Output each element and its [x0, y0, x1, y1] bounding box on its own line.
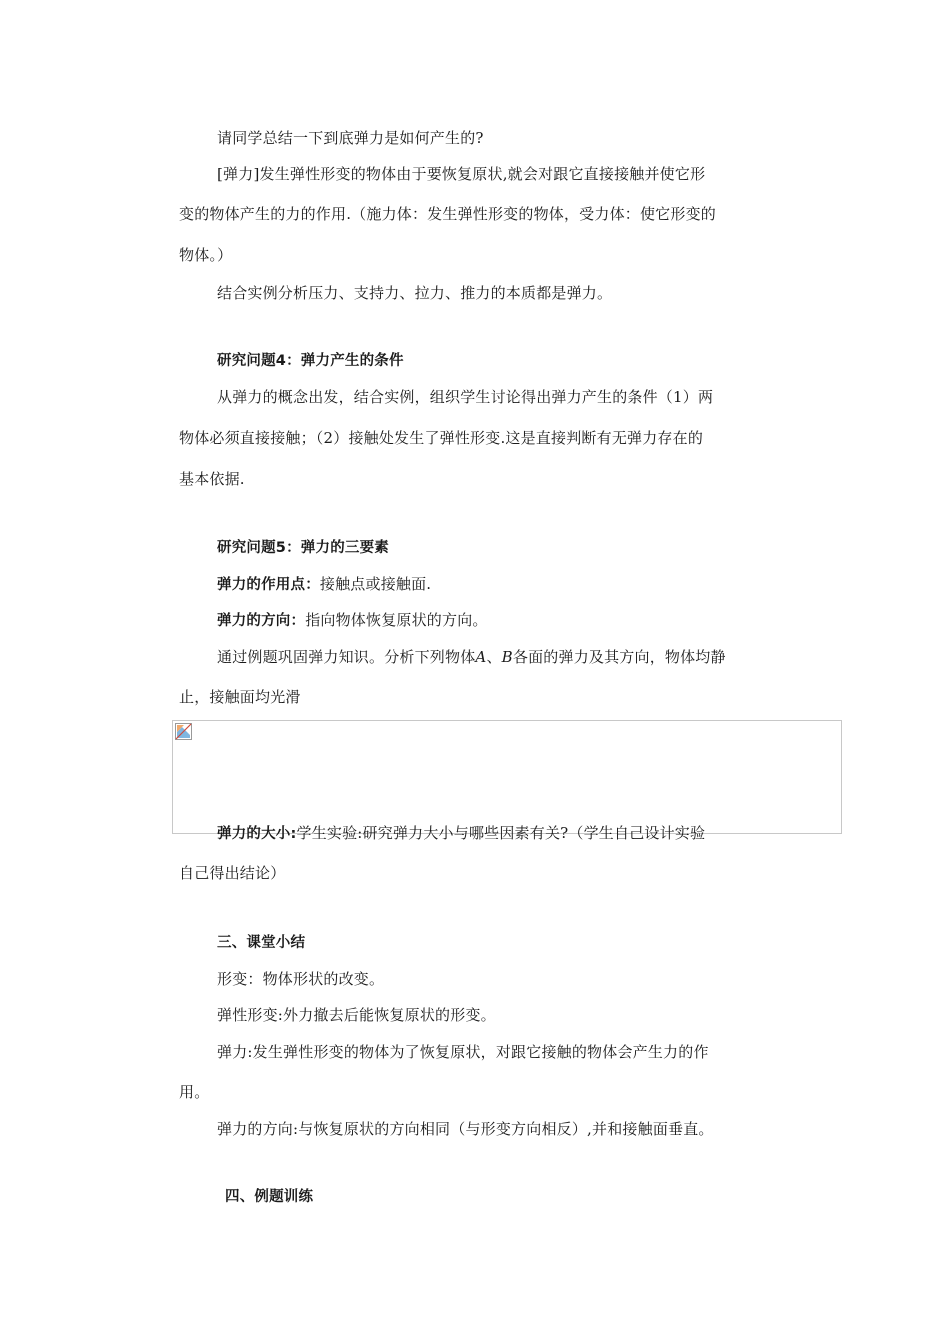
figure-placeholder	[172, 720, 842, 834]
q5-heading: 研究问题5：弹力的三要素	[217, 540, 389, 556]
q5-size-label: 弹力的大小:	[217, 826, 297, 842]
q5-point	[217, 574, 431, 595]
q4-line2: 物体必须直接接触；（2）接触处发生了弹性形变.这是直接判断有无弹力存在的	[179, 429, 704, 447]
p2-line2: 变的物体产生的力的作用.（施力体：发生弹性形变的物体，受力体：使它形变的	[179, 205, 716, 223]
summary-s3-line1: 弹力:发生弹性形变的物体为了恢复原状，对跟它接触的物体会产生力的作	[217, 1043, 709, 1061]
q5-example-A: A	[475, 648, 487, 666]
q5-point-label: 弹力的作用点：	[217, 577, 320, 593]
q5-example-a: 通过例题巩固弹力知识。分析下列物体	[217, 648, 476, 666]
q5-size-text: 学生实验:研究弹力大小与哪些因素有关?（学生自己设计实验	[296, 824, 706, 842]
q5-example-line2: 止，接触面均光滑	[179, 688, 301, 706]
summary-heading: 三、课堂小结	[217, 935, 306, 951]
p2-line3: 物体。）	[179, 246, 233, 264]
q5-size-line2: 自己得出结论）	[179, 864, 286, 882]
summary-s3-line2: 用。	[179, 1083, 210, 1101]
q5-example-c: 各面的弹力及其方向，物体均静	[512, 648, 726, 666]
broken-image-icon	[175, 723, 192, 740]
q5-direction-text: 指向物体恢复原状的方向。	[305, 611, 488, 629]
q5-example-line1	[217, 647, 726, 667]
p3: 结合实例分析压力、支持力、拉力、推力的本质都是弹力。	[217, 284, 613, 302]
q4-line3: 基本依据.	[179, 470, 245, 488]
summary-s4: 弹力的方向:与恢复原状的方向相同（与形变方向相反）,并和接触面垂直。	[217, 1120, 714, 1138]
q5-size-line1	[217, 823, 705, 844]
p1: 请同学总结一下到底弹力是如何产生的?	[217, 129, 484, 147]
p2-line1: [弹力]发生弹性形变的物体由于要恢复原状,就会对跟它直接接触并使它形	[217, 165, 706, 183]
q5-direction	[217, 610, 488, 631]
q5-direction-label: 弹力的方向：	[217, 613, 306, 629]
q4-line1: 从弹力的概念出发，结合实例，组织学生讨论得出弹力产生的条件（1）两	[217, 388, 714, 406]
summary-s1: 形变：物体形状的改变。	[217, 970, 385, 988]
training-heading: 四、例题训练	[225, 1189, 314, 1205]
q5-example-b: 、	[486, 648, 502, 666]
q5-point-text: 接触点或接触面.	[319, 575, 432, 593]
summary-s2: 弹性形变:外力撤去后能恢复原状的形变。	[217, 1006, 496, 1024]
q5-example-B: B	[501, 648, 513, 666]
q4-heading: 研究问题4：弹力产生的条件	[217, 353, 404, 369]
